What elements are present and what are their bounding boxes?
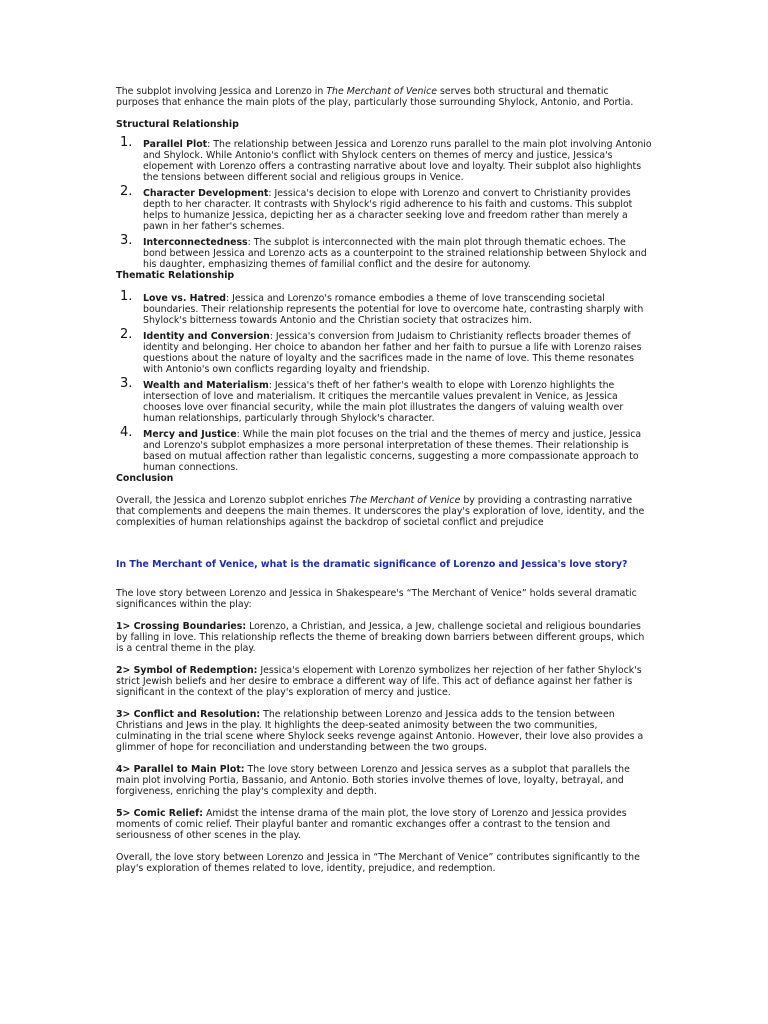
structural-heading: Structural Relationship — [116, 119, 239, 130]
list-item-title: Parallel Plot — [143, 139, 208, 150]
point-paragraph — [116, 764, 652, 797]
list-item — [116, 135, 652, 183]
conclusion-text-end: by providing a contrasting narrative that complements and deepens the main themes. It underscores the play's exploration of love, identity, and the complexities of human relationships against the backdrop of societal conflict and prejudice — [116, 495, 645, 528]
point-paragraph — [116, 621, 652, 654]
list-item-text: : Jessica's theft of her father's wealth to elope with Lorenzo highlights the intersection of love and materialism. It critiques the mercantile values prevalent in Venice, as Jessica chooses love over financial security, while the main plot illustrates the dangers of valuing wealth over human relationships, particularly through Shylock's character. — [143, 380, 624, 424]
list-item — [116, 289, 652, 326]
closing-paragraph: Overall, the love story between Lorenzo and Jessica in “The Merchant of Venice” contributes significantly to the play's exploration of themes related to love, identity, prejudice, and redemption. — [116, 852, 640, 874]
list-item-text: : The relationship between Jessica and Lorenzo runs parallel to the main plot involving Antonio and Shylock. While Antonio's conflict with Shylock centers on themes of mercy and justice, Jessica's elopement with Lorenzo offers a contrasting narrative about love and loyalty. Their subplot also highlights the tensions between different social and religious groups in Venice. — [143, 139, 652, 183]
question-heading: In The Merchant of Venice, what is the dramatic significance of Lorenzo and Jessica's love story? — [116, 559, 628, 570]
point-text: Jessica's elopement with Lorenzo symbolizes her rejection of her father Shylock's strict Jewish beliefs and her desire to embrace a different way of life. This act of defiance against her father is significant in the context of the play's exploration of mercy and justice. — [116, 665, 642, 698]
list-number: 3. — [120, 233, 133, 248]
thematic-heading: Thematic Relationship — [116, 270, 235, 281]
document-body — [116, 86, 652, 874]
list-item-text: : Jessica and Lorenzo's romance embodies a theme of love transcending societal boundaries. Their relationship represents the potential for love to overcome hate, contrasting sharply with Shylock's bitterness towards Antonio and the Christian society that ostracizes him. — [143, 293, 644, 326]
list-item-title: Identity and Conversion — [143, 331, 270, 342]
intro-paragraph — [116, 86, 652, 108]
conclusion-paragraph — [116, 495, 652, 528]
list-item-title: Wealth and Materialism — [143, 380, 269, 391]
list-item — [116, 184, 652, 232]
point-title: 3> Conflict and Resolution: — [116, 709, 261, 720]
conclusion-text: Overall, the Jessica and Lorenzo subplot enriches — [116, 495, 350, 506]
list-item — [116, 233, 652, 270]
list-item — [116, 327, 652, 375]
list-item-title: Love vs. Hatred — [143, 293, 227, 304]
point-title: 1> Crossing Boundaries: — [116, 621, 247, 632]
list-number: 1. — [120, 135, 133, 150]
list-item-text: : Jessica's conversion from Judaism to Christianity reflects broader themes of identity and belonging. Her choice to abandon her father and her faith to pursue a life with Lorenzo raises questions about the nature of loyalty and the sacrifices made in the name of love. This theme resonates with Antonio's own conflicts regarding loyalty and friendship. — [143, 331, 642, 375]
point-title: 2> Symbol of Redemption: — [116, 665, 258, 676]
list-number: 2. — [120, 327, 133, 342]
point-title: 4> Parallel to Main Plot: — [116, 764, 245, 775]
intro-text-end: serves both structural and thematic purposes that enhance the main plots of the play, particularly those surrounding Shylock, Antonio, and Portia. — [116, 86, 634, 108]
point-paragraph — [116, 665, 652, 698]
structural-list — [116, 135, 652, 270]
thematic-list — [116, 289, 652, 473]
answer-intro: The love story between Lorenzo and Jessica in Shakespeare's “The Merchant of Venice” holds several dramatic significances within the play: — [116, 588, 637, 610]
list-item — [116, 425, 652, 473]
point-paragraph — [116, 808, 652, 841]
point-text: The relationship between Lorenzo and Jessica adds to the tension between Christians and Jews in the play. It highlights the deep-seated animosity between the two communities, culminating in the trial scene where Shylock seeks revenge against Antonio. However, their love also provides a glimmer of hope for reconciliation and understanding between the two groups. — [116, 709, 644, 753]
list-item-title: Character Development — [143, 188, 269, 199]
point-paragraph — [116, 709, 652, 753]
list-number: 2. — [120, 184, 133, 199]
point-text: Lorenzo, a Christian, and Jessica, a Jew, challenge societal and religious boundaries by falling in love. This relationship reflects the theme of breaking down barriers between different groups, which is a central theme in the play. — [116, 621, 645, 654]
play-title: The Merchant of Venice — [326, 86, 438, 97]
point-text: Amidst the intense drama of the main plot, the love story of Lorenzo and Jessica provides moments of comic relief. Their playful banter and romantic exchanges offer a contrast to the tension and seriousness of other scenes in the play. — [116, 808, 627, 841]
list-number: 4. — [120, 425, 133, 440]
intro-text: The subplot involving Jessica and Lorenzo in — [116, 86, 327, 97]
list-number: 3. — [120, 376, 133, 391]
point-text: The love story between Lorenzo and Jessica serves as a subplot that parallels the main plot involving Portia, Bassanio, and Antonio. Both stories involve themes of love, loyalty, betrayal, and forgiveness, enriching the play's complexity and depth. — [116, 764, 630, 797]
list-item-text: : Jessica's decision to elope with Lorenzo and convert to Christianity provides depth to her character. It contrasts with Shylock's rigid adherence to his faith and customs. This subplot helps to humanize Jessica, depicting her as a character seeking love and freedom rather than merely a pawn in her father's schemes. — [143, 188, 633, 232]
list-item-text: : While the main plot focuses on the trial and the themes of mercy and justice, Jessica and Lorenzo's subplot emphasizes a more personal interpretation of these themes. Their relationship is based on mutual affection rather than legalistic concerns, suggesting a more compassionate approach to human connections. — [143, 429, 642, 473]
play-title: The Merchant of Venice — [349, 495, 461, 506]
point-title: 5> Comic Relief: — [116, 808, 203, 819]
list-item-text: : The subplot is interconnected with the main plot through thematic echoes. The bond between Jessica and Lorenzo acts as a counterpoint to the strained relationship between Shylock and his daughter, emphasizing themes of familial conflict and the desire for autonomy. — [143, 237, 647, 270]
list-number: 1. — [120, 289, 133, 304]
conclusion-heading: Conclusion — [116, 473, 174, 484]
list-item-title: Mercy and Justice — [143, 429, 237, 440]
list-item — [116, 376, 652, 424]
list-item-title: Interconnectedness — [143, 237, 248, 248]
